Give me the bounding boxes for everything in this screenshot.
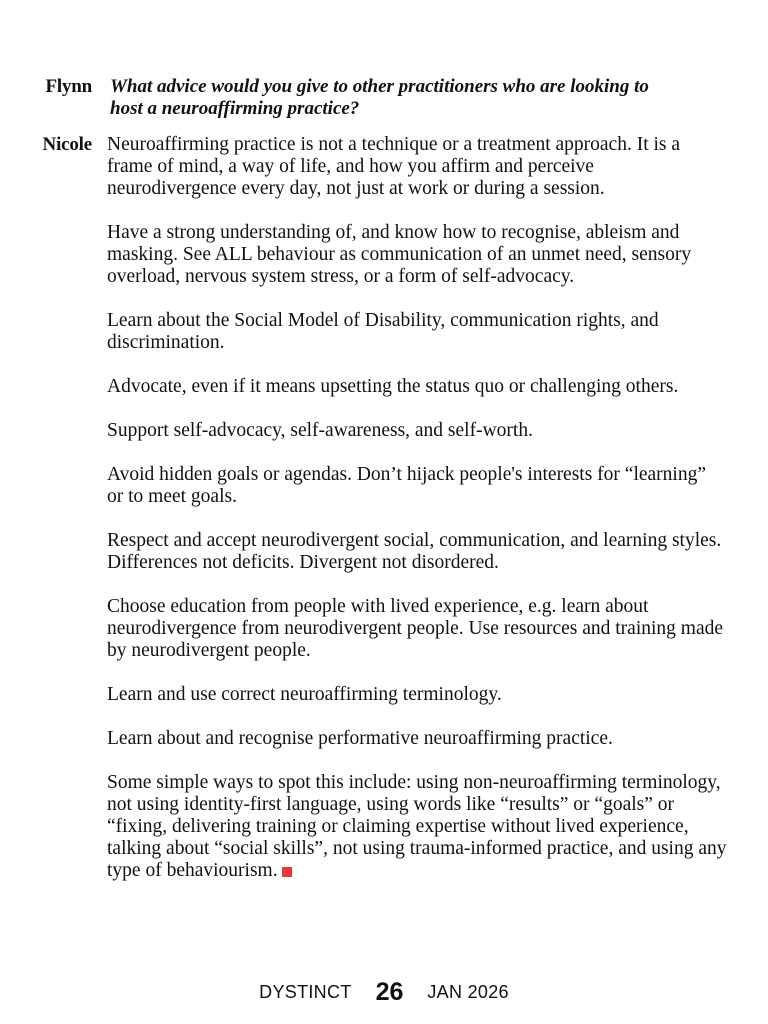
page-footer — [0, 976, 768, 1008]
answer-paragraph: Learn and use correct neuroaffirming terminology. — [107, 684, 502, 705]
answer-paragraph: Learn about the Social Model of Disability, communication rights, and discrimination. — [107, 310, 659, 353]
interview-answer — [107, 134, 727, 882]
answer-paragraph: Neuroaffirming practice is not a technique or a treatment approach. It is a frame of mind, a way of life, and how you affirm and perceive neurodivergence every day, not just at work or during a session. — [107, 134, 681, 199]
answer-paragraph: Avoid hidden goals or agendas. Don’t hijack people's interests for “learning” or to meet goals. — [107, 464, 706, 507]
issue-date: JAN 2026 — [427, 981, 509, 1002]
magazine-name: DYSTINCT — [259, 981, 352, 1002]
page-number: 26 — [375, 977, 404, 1006]
answer-paragraph-text: Some simple ways to spot this include: using non-neuroaffirming terminology, not using identity-first language, using words like “results” or “goals” or “fixing, delivering training or claiming expertise without lived experience, talking about “social skills”, not using trauma-informed practice, and using any type of behaviourism. — [107, 772, 727, 881]
answer-paragraph: Learn about and recognise performative neuroaffirming practice. — [107, 728, 613, 749]
interview-question: What advice would you give to other practitioners who are looking to host a neuroaffirming practice? — [110, 76, 649, 119]
answer-paragraph: Respect and accept neurodivergent social, communication, and learning styles. Differences not deficits. Divergent not disordered. — [107, 530, 722, 573]
answer-paragraph: Choose education from people with lived experience, e.g. learn about neurodivergence from neurodivergent people. Use resources and training made by neurodivergent people. — [107, 596, 724, 661]
answer-paragraph: Support self-advocacy, self-awareness, and self-worth. — [107, 420, 533, 441]
question-speaker: Flynn — [45, 76, 92, 97]
answer-paragraph: Advocate, even if it means upsetting the status quo or challenging others. — [107, 376, 679, 397]
answer-paragraph: Have a strong understanding of, and know how to recognise, ableism and masking. See ALL behaviour as communication of an unmet need, sensory overload, nervous system stress, or a form of self-advocacy. — [107, 222, 692, 287]
end-of-article-square-icon — [282, 867, 292, 877]
answer-paragraph-last — [107, 772, 727, 882]
answer-speaker: Nicole — [42, 134, 92, 155]
